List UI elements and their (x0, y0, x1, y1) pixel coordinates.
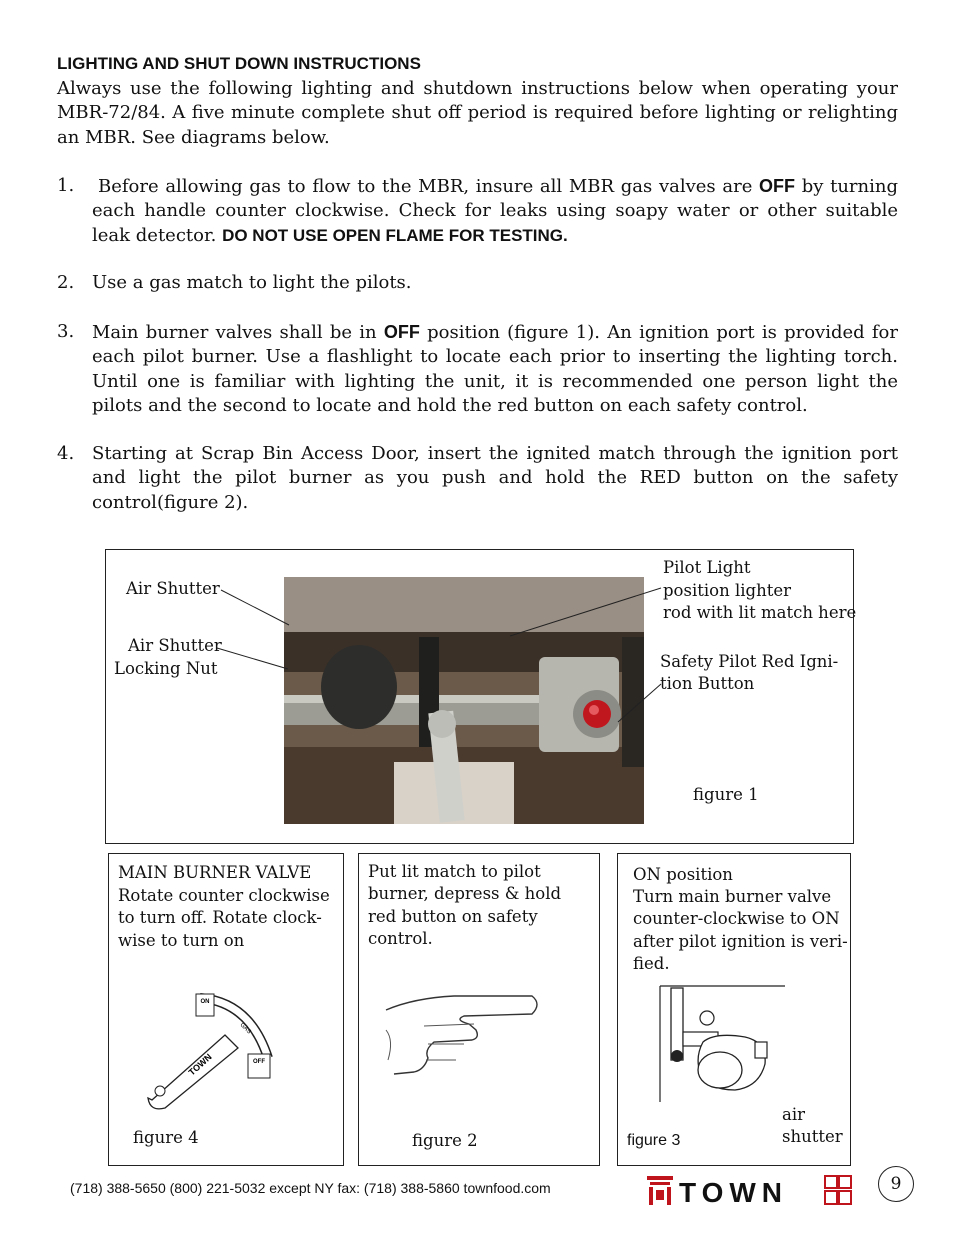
figure-4-text-3: to turn off. Rotate clock- (118, 908, 322, 927)
figure-2-text-2: burner, depress & hold (368, 884, 562, 903)
figure-4-text-4: wise to turn on (118, 931, 245, 950)
label-safety-line2: tion Button (660, 674, 755, 693)
figure-3-text-2: Turn main burner valve (633, 887, 832, 906)
figure-3-text-1: ON position (633, 865, 733, 884)
step-number: 1. (57, 175, 75, 196)
footer-contact: (718) 388-5650 (800) 221-5032 except NY fax: (718) 388-5860 townfood.com (70, 1180, 551, 1196)
step-3 (57, 320, 898, 419)
step-text: Starting at Scrap Bin Access Door, insert the ignited match through the ignition port and light the pilot burner as you push and hold the RED button on the safety control(figure 2). (92, 443, 898, 513)
figure-4-text-2: Rotate counter clockwise (118, 886, 330, 905)
label-pilot-line3: rod with lit match here (663, 603, 857, 622)
valve-on-position-diagram (655, 982, 790, 1107)
figure-3-air-label-2: shutter (782, 1127, 843, 1146)
page-number: 9 (878, 1166, 914, 1202)
hand-pressing-icon (384, 990, 544, 1090)
figure-4-text-1: MAIN BURNER VALVE (118, 863, 312, 882)
label-locking-nut-line2: Locking Nut (114, 659, 218, 678)
figure-3-air-label-1: air (782, 1105, 806, 1124)
step-text: by turning each handle counter clockwise. Check for leaks using soapy water or other suitable leak detector. (92, 176, 898, 246)
step-2 (57, 271, 898, 295)
figure-4-caption: figure 4 (133, 1128, 199, 1147)
figure-2-text-4: control. (368, 929, 433, 948)
valve-on-mark: ON (200, 999, 210, 1005)
figure-3-text-3: counter-clockwise to ON (633, 909, 840, 928)
page-heading: LIGHTING AND SHUT DOWN INSTRUCTIONS (57, 54, 421, 73)
step-text: position (figure 1). An ignition port is provided for each pilot burner. Use a flashlight to locate each prior to inserting the lighting torch. Until one is familiar with lighting the unit, it is recommended one person light the pilots and the second to locate and hold the red button on each safety control. (92, 322, 899, 417)
valve-off-mark: OFF (253, 1059, 265, 1065)
valve-dial-diagram (140, 990, 275, 1110)
label-safety-line1: Safety Pilot Red Igni- (660, 652, 839, 671)
step-text: Before allowing gas to flow to the MBR, insure all MBR gas valves are (98, 176, 760, 197)
step-text: Use a gas match to light the pilots. (92, 272, 412, 293)
label-pilot-line1: Pilot Light (663, 558, 751, 577)
step-number: 4. (57, 443, 75, 464)
figure-3-text-5: fied. (633, 954, 670, 973)
warning-text: DO NOT USE OPEN FLAME FOR TESTING. (222, 225, 568, 245)
valve-gas-mark: GAS (238, 1022, 252, 1036)
label-locking-nut-line1: Air Shutter (128, 636, 222, 655)
town-logo (645, 1172, 855, 1208)
figure-2-text-3: red button on safety (368, 907, 538, 926)
step-number: 3. (57, 321, 75, 342)
step-bold: OFF (383, 322, 420, 342)
logo-wordmark: TOWN (679, 1177, 789, 1208)
label-air-shutter: Air Shutter (126, 579, 220, 598)
step-bold: OFF (759, 176, 796, 196)
figure-3-text-4: after pilot ignition is veri- (633, 932, 848, 951)
label-pilot-line2: position lighter (663, 581, 791, 600)
step-4 (57, 442, 898, 515)
figure-2-text-1: Put lit match to pilot (368, 862, 541, 881)
figure-1-caption: figure 1 (693, 785, 759, 804)
intro-paragraph: Always use the following lighting and shutdown instructions below when operating your MBR-72/84. A five minute complete shut off period is required before lighting or relighting an MBR. See diagrams below. (57, 78, 898, 148)
step-text: Main burner valves shall be in (92, 322, 384, 343)
figure-2-caption: figure 2 (412, 1131, 478, 1150)
step-1 (57, 174, 898, 248)
step-number: 2. (57, 272, 75, 293)
figure-3-caption: figure 3 (627, 1132, 681, 1149)
valve-brand-mark: TOWN (186, 1051, 214, 1078)
